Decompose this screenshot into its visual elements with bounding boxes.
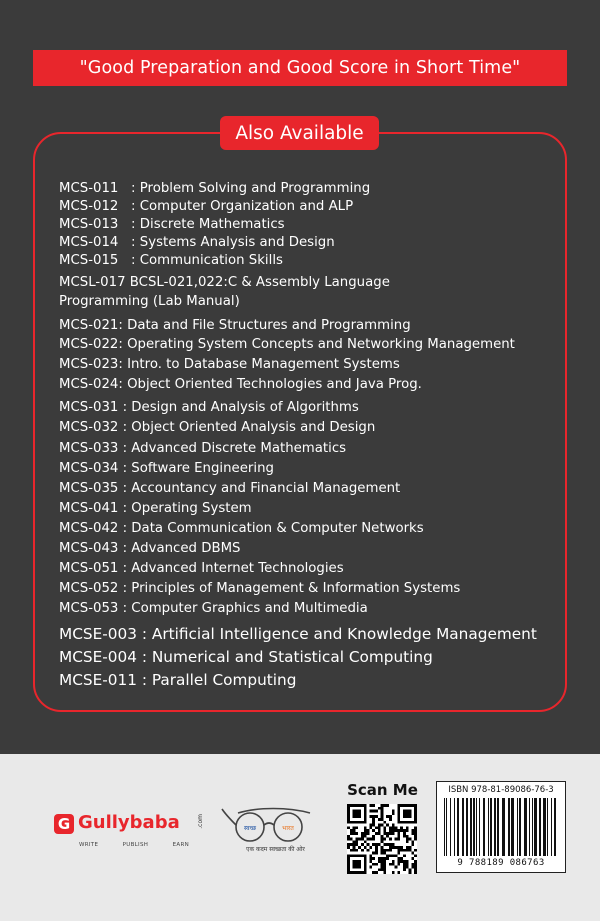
book-item: MCS-053 : Computer Graphics and Multimedia xyxy=(59,601,368,617)
also-available-heading-text: Also Available xyxy=(235,122,364,144)
book-item: MCS-034 : Software Engineering xyxy=(59,460,274,476)
barcode-icon xyxy=(444,798,558,856)
book-item: MCS-031 : Design and Analysis of Algorithms xyxy=(59,400,359,416)
spectacles-icon xyxy=(218,805,328,845)
book-item: MCS-022: Operating System Concepts and Networking Management xyxy=(59,337,515,353)
book-item: MCS-021: Data and File Structures and Programming xyxy=(59,317,411,333)
book-item: Programming (Lab Manual) xyxy=(59,293,240,309)
book-item: MCS-024: Object Oriented Technologies and Java Prog. xyxy=(59,376,422,392)
qr-code-icon[interactable] xyxy=(347,804,417,874)
book-item: MCS-051 : Advanced Internet Technologies xyxy=(59,561,344,577)
publisher-tagline xyxy=(79,842,189,848)
book-item: MCSE-004 : Numerical and Statistical Computing xyxy=(59,648,433,667)
gullybaba-logo xyxy=(54,808,204,856)
book-group-lab-manual xyxy=(59,273,559,311)
book-item: MCS-033 : Advanced Discrete Mathematics xyxy=(59,440,347,456)
book-item: MCS-015 : Communication Skills xyxy=(59,252,283,268)
book-item: MCS-011 : Problem Solving and Programming xyxy=(59,181,371,196)
also-available-heading xyxy=(220,116,379,150)
book-item: MCS-013 : Discrete Mathematics xyxy=(59,216,285,232)
book-group-mcs-01x xyxy=(59,180,559,270)
book-list xyxy=(59,180,559,692)
tagline-publish: PUBLISH xyxy=(122,842,149,848)
book-item: MCS-023: Intro. to Database Management Systems xyxy=(59,356,400,372)
book-item: MCSL-017 BCSL-021,022:C & Assembly Language xyxy=(59,274,390,290)
book-item: MCS-042 : Data Communication & Computer Networks xyxy=(59,520,424,536)
book-group-mcse xyxy=(59,623,559,691)
book-item: MCS-043 : Advanced DBMS xyxy=(59,541,241,556)
isbn-barcode-digits: 9 788189 086763 xyxy=(457,858,545,868)
book-item: MCS-052 : Principles of Management & Information Systems xyxy=(59,581,461,597)
book-item: MCS-032 : Object Oriented Analysis and Design xyxy=(59,420,376,436)
gullybaba-logo-icon: G xyxy=(54,814,74,834)
swachh-left-text: स्वच्छ xyxy=(243,825,257,832)
tagline-write: WRITE xyxy=(79,842,99,848)
book-item: MCS-035 : Accountancy and Financial Management xyxy=(59,480,401,496)
isbn-barcode xyxy=(436,781,566,873)
isbn-number: ISBN 978-81-89086-76-3 xyxy=(448,785,554,795)
tagline-banner xyxy=(33,50,567,86)
swachh-bharat-logo xyxy=(218,805,328,857)
publisher-domain: .com xyxy=(197,814,204,829)
book-group-mcs-03x-05x xyxy=(59,398,559,619)
swachh-caption: एक कदम स्वच्छता की ओर xyxy=(246,846,305,853)
book-item: MCS-012 : Computer Organization and ALP xyxy=(59,198,354,214)
scan-me-label: Scan Me xyxy=(347,781,418,799)
book-item: MCS-014 : Systems Analysis and Design xyxy=(59,234,335,250)
swachh-right-text: भारत xyxy=(282,825,294,832)
tagline-earn: EARN xyxy=(172,842,189,848)
book-item: MCSE-003 : Artificial Intelligence and Knowledge Management xyxy=(59,625,537,644)
tagline-text: "Good Preparation and Good Score in Short Time" xyxy=(79,58,521,78)
book-item: MCS-041 : Operating System xyxy=(59,500,252,516)
book-group-mcs-02x xyxy=(59,316,559,395)
publisher-name: Gullybaba xyxy=(78,812,180,833)
book-item: MCSE-011 : Parallel Computing xyxy=(59,670,297,689)
